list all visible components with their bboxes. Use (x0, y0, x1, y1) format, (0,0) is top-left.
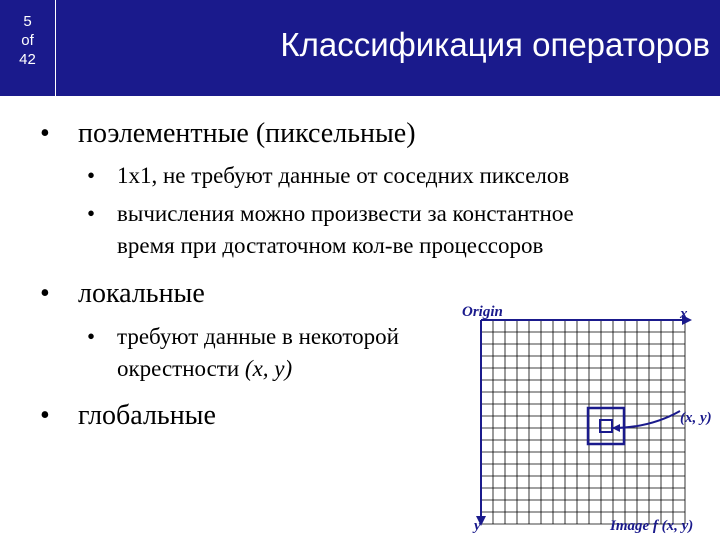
bullet-text-xy: (x, y) (244, 356, 293, 381)
bullet-text: глобальные (78, 400, 216, 431)
point-arrow (612, 411, 680, 428)
bullet-text-line2: время при достаточном кол-ве процессоров (117, 233, 544, 258)
bullet-dot: • (40, 400, 50, 431)
point-label: (x, y) (680, 410, 712, 426)
bullet-dot: • (87, 201, 96, 226)
slide-total: 42 (19, 51, 36, 68)
bullet-dot: • (87, 324, 96, 349)
bullet-dot: • (87, 163, 96, 188)
slide-title: Классификация операторов (280, 26, 710, 63)
origin-label: Origin (462, 304, 503, 320)
slide-of-label: of (21, 32, 34, 49)
bullet-text: локальные (78, 278, 205, 309)
bullet-text-prefix: окрестности (117, 356, 245, 381)
bullet-text-line1: требуют данные в некоторой (117, 324, 399, 349)
y-axis-label: y (474, 518, 481, 534)
bullet-text-line1: вычисления можно произвести за константное (117, 201, 574, 226)
x-axis-label: x (680, 306, 688, 322)
bullet-text: поэлементные (пиксельные) (78, 118, 416, 149)
image-caption: Image f (x, y) (610, 518, 694, 534)
bullet-text: 1x1, не требуют данные от соседних пикселов (117, 163, 570, 188)
bullet-dot: • (40, 118, 50, 149)
bullet-dot: • (40, 278, 50, 309)
slide-number: 5 (23, 13, 32, 30)
center-pixel (600, 420, 612, 432)
